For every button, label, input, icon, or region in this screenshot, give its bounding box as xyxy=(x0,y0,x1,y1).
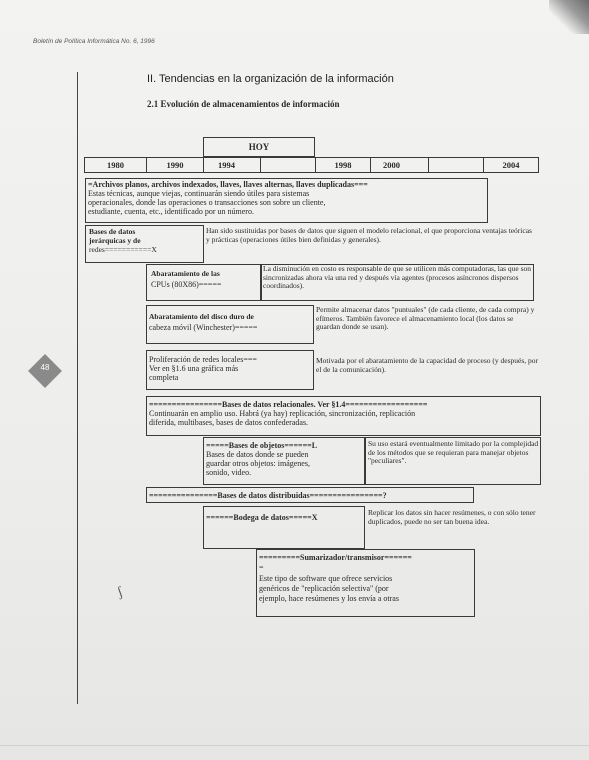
cpu-label: Abaratamiento de las xyxy=(151,269,220,278)
page-fold-shadow xyxy=(549,0,589,34)
flat-files-line: operacionales, donde las operaciones o transacciones son sobre un cliente, xyxy=(88,198,326,207)
year-label: 2004 xyxy=(502,160,520,170)
hierarchical-label: redes===========X xyxy=(89,245,157,254)
lan-label: Proliferación de redes locales=== xyxy=(149,355,257,364)
year-cell xyxy=(203,157,261,173)
object-heading: =====Bases de objetos======L xyxy=(206,441,318,450)
summarizer-line: = xyxy=(259,563,264,572)
year-cell xyxy=(84,157,147,173)
hierarchical-label: Bases de datos xyxy=(89,227,136,236)
pencil-mark-icon: ʃ xyxy=(115,584,125,601)
summarizer-title xyxy=(259,553,412,562)
year-label: 1994 xyxy=(218,160,235,170)
flat-files-title xyxy=(88,180,368,189)
disk-label: cabeza móvil (Winchester)===== xyxy=(149,323,258,332)
year-label: 1990 xyxy=(166,160,184,170)
warehouse-title xyxy=(206,513,317,522)
disk-label: Abaratamiento del disco duro de xyxy=(149,312,254,321)
object-line: sonido, video. xyxy=(206,468,252,477)
object-line: Bases de datos donde se pueden xyxy=(206,450,309,459)
year-label: 2000 xyxy=(383,160,400,170)
subsection-title: 2.1 Evolución de almacenamientos de información xyxy=(147,99,340,109)
year-cell xyxy=(370,157,429,173)
year-cell xyxy=(483,157,539,173)
disk-note: Permite almacenar datos "puntuales" (de cada cliente, de cada compra) y efímeros. También favorece el almacenamiento local (los datos se guardan donde se usan). xyxy=(316,305,535,331)
distributed-heading: ===============Bases de datos distribuidas================? xyxy=(149,491,387,500)
object-line: guardar otros objetos: imágenes, xyxy=(206,459,310,468)
warehouse-note: Replicar los datos sin hacer resúmenes, o con sólo tener duplicados, puede no ser tan buena idea. xyxy=(368,508,536,526)
relational-title xyxy=(149,400,427,409)
summarizer-line: genéricos de "replicación selectiva" (por xyxy=(259,584,389,593)
lan-label: completa xyxy=(149,373,179,382)
warehouse-heading: ======Bodega de datos=====X xyxy=(206,513,318,522)
object-title xyxy=(206,441,317,450)
object-note: Su uso estará eventualmente limitado por la complejidad de los métodos que se requieran para manejar objetos "peculiares". xyxy=(368,439,539,465)
lan-note: Motivada por el abaratamiento de la capacidad de proceso (y después, por el de la comunicación). xyxy=(316,356,538,374)
page-number: 48 xyxy=(40,363,50,372)
distributed-title xyxy=(149,491,387,500)
lan-label: Ver en §1.6 una gráfica más xyxy=(149,364,239,373)
relational-line: Continuarán en amplio uso. Habrá (ya hay) replicación, sincronización, replicación xyxy=(149,409,416,418)
year-cell xyxy=(315,157,371,173)
hierarchical-label: jerárquicas y de xyxy=(89,236,141,245)
running-header: Boletín de Política Informática No. 6, 1996 xyxy=(33,38,155,45)
summarizer-line: ejemplo, hace resúmenes y los envía a otras xyxy=(259,594,399,603)
summarizer-heading: =========Sumarizador/transmisor====== xyxy=(259,553,412,562)
summarizer-line: Este tipo de software que ofrece servicios xyxy=(259,574,393,583)
year-cell xyxy=(428,157,484,173)
margin-rule xyxy=(77,72,78,704)
flat-files-heading: =Archivos planos, archivos indexados, llaves, llaves alternas, llaves duplicadas=== xyxy=(88,180,368,189)
cpu-note: La disminución en costo es responsable de que se utilicen más computadoras, las que son sincronizadas ahora vía una red y después vía agentes (procesos asíncronos dispersos coordinados). xyxy=(263,264,532,290)
hierarchical-note: Han sido sustituidas por bases de datos que siguen el modelo relacional, el que proporciona ventajas teóricas y prácticas (operaciones útiles bien definidas y generales). xyxy=(206,226,532,244)
flat-files-line: estudiante, cuenta, etc., identificado por un número. xyxy=(88,207,254,216)
now-marker xyxy=(203,137,315,157)
flat-files-line: Estas técnicas, aunque viejas, continuarán siendo útiles para sistemas xyxy=(88,189,310,198)
year-cell xyxy=(260,157,316,173)
relational-heading: ================Bases de datos relacionales. Ver §1.4================== xyxy=(149,400,428,409)
section-title: II. Tendencias en la organización de la información xyxy=(147,73,394,85)
cpu-label: CPUs (80X86)===== xyxy=(151,280,222,289)
now-label: HOY xyxy=(248,142,270,152)
year-cell xyxy=(146,157,204,173)
year-label: 1980 xyxy=(107,160,124,170)
relational-line: diferida, multibases, bases de datos confederadas. xyxy=(149,418,309,427)
year-label: 1998 xyxy=(334,160,352,170)
bottom-edge-line xyxy=(0,745,589,746)
